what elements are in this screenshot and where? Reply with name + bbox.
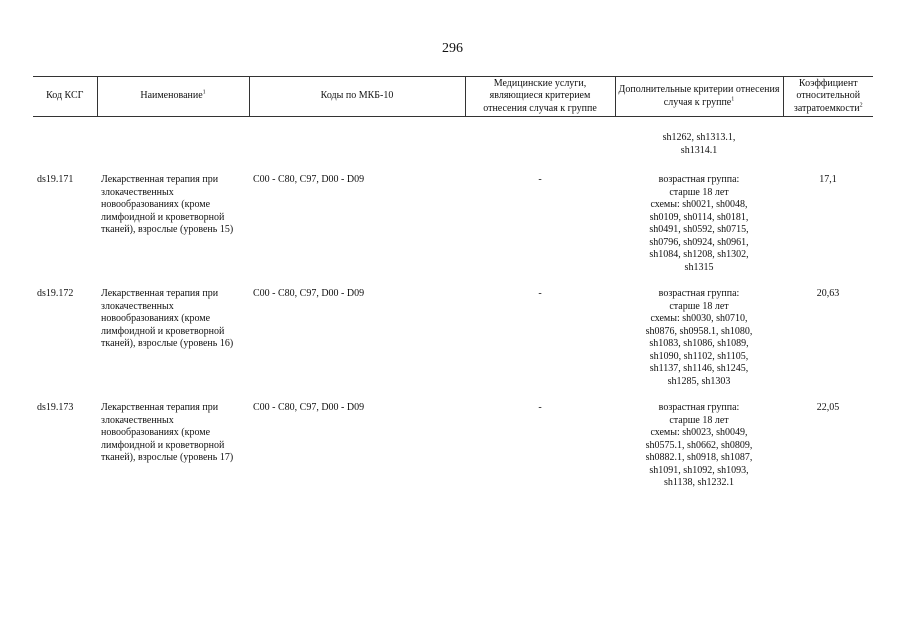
- criteria-line: возрастная группа:: [658, 288, 740, 299]
- row-coef: 20,63: [816, 288, 840, 299]
- ksg-table: [33, 76, 873, 504]
- criteria-line: sh1091, sh1092, sh1093,: [649, 464, 749, 476]
- header-code: Код КСГ: [33, 77, 97, 117]
- criteria-line: sh0876, sh0958.1, sh1080,: [645, 325, 753, 337]
- criteria-line: sh1083, sh1086, sh1089,: [649, 338, 749, 349]
- continuation-criteria: sh1262, sh1313.1, sh1314.1: [662, 132, 736, 156]
- criteria-line: sh0796, sh0924, sh0961,: [649, 236, 749, 248]
- criteria-line: старше 18 лет: [669, 300, 729, 312]
- row-name: Лекарственная терапия при злокачественных новообразованиях (кроме лимфоидной и кроветворной тканей), взрослые (уровень 17): [101, 402, 234, 463]
- header-icd: Коды по МКБ-10: [249, 77, 465, 117]
- header-coef: Коэффициент относительной затратоемкости$^2$: [783, 77, 873, 117]
- criteria-line: sh1285, sh1303: [667, 375, 731, 387]
- criteria-line: старше 18 лет: [669, 414, 729, 426]
- row-icd: C00 - C80, C97, D00 - D09: [253, 174, 365, 185]
- row-criteria: [615, 288, 783, 402]
- row-icd: C00 - C80, C97, D00 - D09: [253, 288, 365, 299]
- criteria-line: sh0109, sh0114, sh0181,: [649, 211, 749, 223]
- row-criteria: [615, 174, 783, 288]
- row-criteria: [615, 402, 783, 504]
- criteria-line: старше 18 лет: [669, 186, 729, 198]
- header-services: Медицинские услуги, являющиеся критерием отнесения случая к группе: [465, 77, 615, 117]
- header-criteria: Дополнительные критерии отнесения случая к группе$^1$: [615, 77, 783, 117]
- row-code: ds19.172: [37, 288, 74, 299]
- row-code: ds19.171: [37, 174, 74, 185]
- criteria-line: возрастная группа:: [658, 174, 740, 185]
- row-name: Лекарственная терапия при злокачественных новообразованиях (кроме лимфоидной и кроветворной тканей), взрослые (уровень 15): [101, 174, 234, 235]
- criteria-line: возрастная группа:: [658, 402, 740, 413]
- table-row: [33, 174, 873, 288]
- continuation-row: [33, 117, 873, 175]
- table-header-row: [33, 77, 873, 117]
- row-services: -: [538, 288, 542, 299]
- criteria-line: схемы: sh0021, sh0048,: [650, 199, 748, 210]
- row-coef: 22,05: [816, 402, 840, 413]
- row-coef: 17,1: [819, 174, 837, 185]
- criteria-line: sh1090, sh1102, sh1105,: [649, 350, 749, 362]
- criteria-line: схемы: sh0023, sh0049,: [650, 427, 748, 438]
- table-row: [33, 288, 873, 402]
- row-name: Лекарственная терапия при злокачественных новообразованиях (кроме лимфоидной и кроветворной тканей), взрослые (уровень 16): [101, 288, 234, 349]
- table-row: [33, 402, 873, 504]
- header-name: Наименование$^1$: [97, 77, 249, 117]
- row-services: -: [538, 402, 542, 413]
- criteria-line: sh1138, sh1232.1: [664, 477, 734, 488]
- criteria-line: sh1315: [684, 261, 714, 273]
- row-icd: C00 - C80, C97, D00 - D09: [253, 402, 365, 413]
- page-number: 296: [442, 41, 463, 56]
- criteria-line: sh0882.1, sh0918, sh1087,: [645, 452, 753, 463]
- criteria-line: sh1084, sh1208, sh1302,: [649, 249, 749, 260]
- criteria-line: sh0491, sh0592, sh0715,: [649, 224, 749, 235]
- row-code: ds19.173: [37, 402, 74, 413]
- criteria-line: sh0575.1, sh0662, sh0809,: [645, 439, 753, 451]
- criteria-line: схемы: sh0030, sh0710,: [650, 313, 748, 324]
- criteria-line: sh1137, sh1146, sh1245,: [649, 363, 749, 374]
- row-services: -: [538, 174, 542, 185]
